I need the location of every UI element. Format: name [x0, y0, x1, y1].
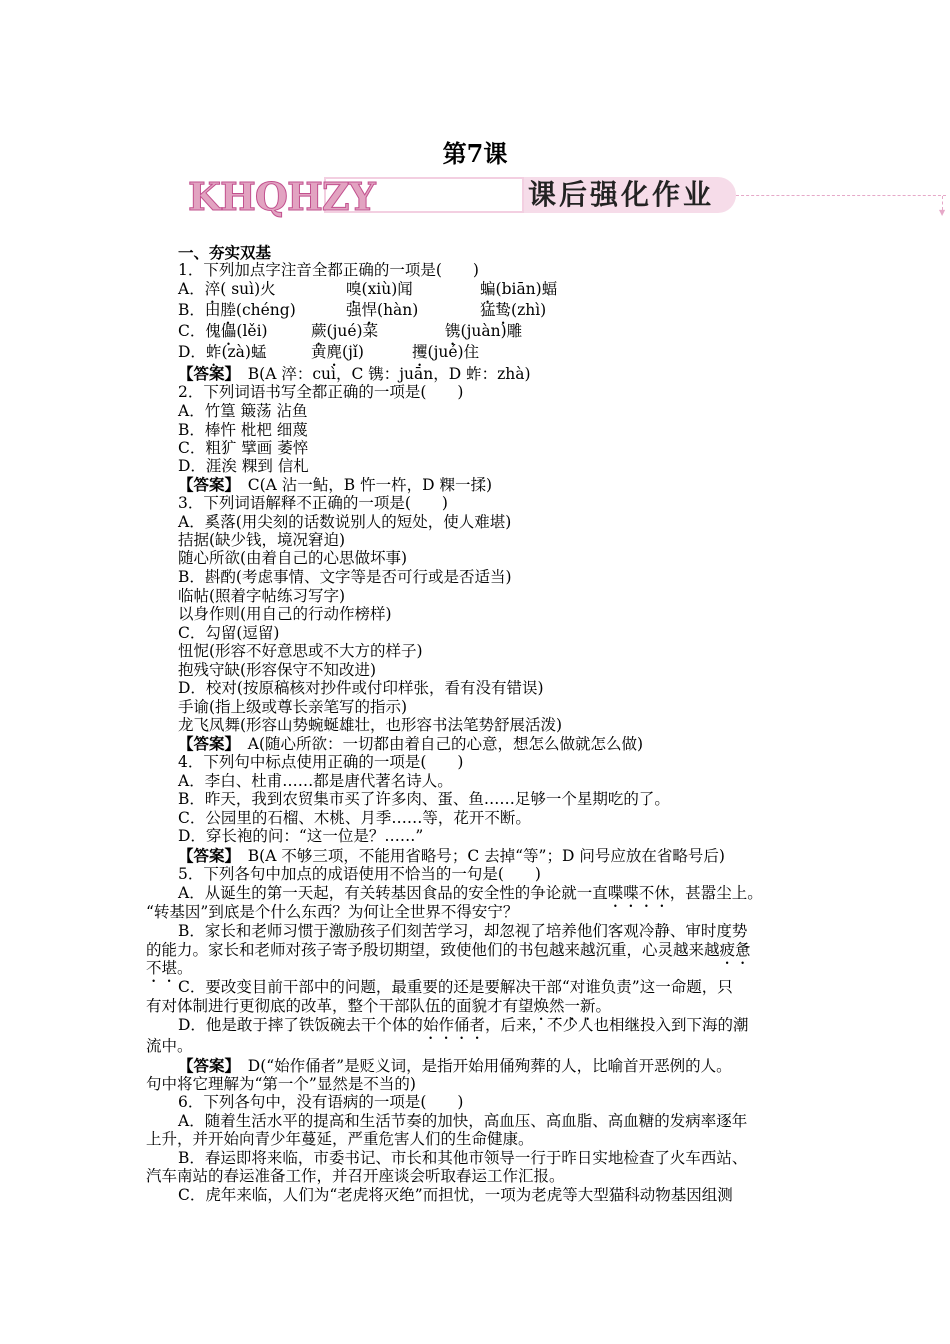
text-line: [146, 1130, 534, 1149]
text-line: [146, 903, 518, 922]
text-segment: 有对体制进行更彻底的改革，整个干部队伍的面貌才有望: [146, 997, 534, 1015]
text-segment: D．: [178, 343, 206, 361]
answer-label: 【答案】: [178, 1056, 233, 1075]
text-segment: C(A 沾一鲇，B 忤一杵，D 粿一揉): [232, 476, 493, 494]
text-segment: A．: [178, 280, 205, 298]
text-line: [178, 698, 407, 717]
text-segment: D．穿长袍的问：“这一位是？……”: [178, 827, 424, 845]
text-line: [178, 624, 279, 643]
dotted-text: 麂: [326, 343, 343, 361]
text-segment: 汽车南站的春运准备工作，并召开座谈会听取春运工作汇报。: [146, 1167, 565, 1185]
text-line: [178, 568, 512, 587]
text-line: [178, 549, 407, 568]
text-line: [178, 753, 463, 772]
text-segment: 拮据(缺少钱，境况窘迫): [178, 531, 346, 549]
answer-label: 【答案】: [178, 846, 233, 865]
text-segment: A．李白、杜甫……都是唐代著名诗人。: [178, 772, 453, 790]
text-segment: C．粗犷 擘画 萎悴: [178, 439, 309, 457]
text-line: [178, 261, 479, 280]
text-segment: (jué)住: [427, 343, 480, 361]
text-segment: 5．下列各句中加点的成语使用不恰当的一句是( ): [178, 865, 541, 883]
text-segment: 流中。: [146, 1037, 193, 1055]
text-segment: 以身作则(用自己的行动作榜样): [178, 605, 392, 623]
text-segment: ，后来，不少人也相继投入到下海的潮: [484, 1016, 749, 1034]
text-line: [178, 865, 541, 884]
text-segment: (hàn): [377, 301, 419, 319]
text-segment: 1．下列加点字注音全都正确的一项是( ): [178, 261, 479, 279]
dotted-text: 焕然一新: [533, 997, 596, 1015]
dotted-text: 淬: [204, 280, 221, 298]
text-line: [178, 846, 725, 866]
text-line: [178, 421, 308, 440]
dotted-text: 鸷: [495, 301, 512, 319]
text-line: [178, 402, 308, 421]
dotted-text: 悍: [361, 301, 378, 319]
text-segment: 的能力。家长和老师对孩子寄予殷切期望，致使他们的书包越来越沉重，心灵越来越: [146, 941, 720, 959]
text-line: [178, 922, 747, 941]
lesson-title: 第7课: [442, 139, 508, 168]
banner-logo-text: KHQHZY: [188, 174, 375, 219]
text-segment: 忸怩(形容不好意思或不大方的样子): [178, 642, 423, 660]
dotted-text: 儡: [220, 322, 237, 340]
text-line: [178, 772, 453, 791]
text-line: [178, 1016, 748, 1043]
text-line: [178, 243, 271, 262]
text-segment: A．从诞生的第一天起，有关转基因食品的安全性的争论就一直: [178, 884, 608, 902]
down-arrow-icon: ▼: [939, 208, 946, 217]
answer-label: 【答案】: [178, 475, 233, 494]
text-line: [178, 494, 448, 513]
text-segment: 上升，并开始向青少年蔓延，严重危害人们的生命健康。: [146, 1130, 534, 1148]
text-segment: A．奚落(用尖刻的话数说别人的短处，使人难堪): [178, 513, 512, 531]
text-segment: (lěi): [236, 322, 268, 340]
text-segment: C．傀: [178, 322, 221, 340]
text-line: [178, 679, 544, 698]
text-line: [178, 364, 531, 384]
text-segment: B．田: [178, 301, 221, 319]
text-segment: 。: [595, 997, 612, 1015]
text-segment: 2．下列词语书写全都正确的一项是( ): [178, 383, 464, 401]
text-segment: D(“始作俑者”是贬义词，是指开始用俑殉葬的人，比喻首开恶例的人。: [232, 1057, 732, 1075]
dotted-text: 始作俑者: [422, 1016, 485, 1034]
text-segment: “转基因”到底是个什么东西？为何让全世界不得安宁？: [146, 903, 519, 921]
text-segment: B．春运即将来临，市委书记、市长和其他市领导一行于昨日实地检查了火车西站、: [178, 1149, 748, 1167]
text-line: [178, 642, 423, 661]
text-segment: B(A 淬：cuì，C 镌：juān，D 蚱：zhà): [232, 365, 531, 383]
answer-label: 【答案】: [178, 364, 233, 383]
text-segment: 手谕(指上级或尊长亲笔写的指示): [178, 698, 408, 716]
text-segment: B(A 不够三项，不能用省略号；C 去掉“等”；D 问号应放在省略号后): [232, 847, 725, 865]
text-segment: 句中将它理解为“第一个”显然是不当的): [146, 1075, 416, 1093]
text-segment: (jué)菜: [326, 322, 379, 340]
text-segment: A(随心所欲：一切都由着自己的心意，想怎么做就怎么做): [232, 735, 644, 753]
text-segment: C．要改变目前干部中的问题，最重要的还是要解决干部“对谁负责”这一命题，只: [178, 978, 733, 996]
text-line: [178, 827, 423, 846]
homework-banner: [188, 174, 946, 220]
dotted-text: 攫: [412, 343, 428, 361]
text-segment: 4．下列句中标点使用正确的一项是( ): [178, 753, 464, 771]
dotted-text: 疲惫: [719, 941, 751, 959]
text-line: [178, 716, 562, 735]
dotted-text: 蝙: [480, 280, 496, 298]
text-segment: D．校对(按原稿核对抄件或付印样张，看有没有错误): [178, 679, 544, 697]
answer-label: 【答案】: [178, 734, 233, 753]
text-line: [178, 809, 531, 828]
dotted-text: 喋喋不休: [607, 884, 670, 902]
text-line: [178, 383, 463, 402]
text-line: [178, 457, 309, 476]
text-segment: 龙飞凤舞(形容山势蜿蜒雄壮，也形容书法笔势舒展活泼): [178, 716, 563, 734]
text-line: [146, 1167, 565, 1186]
banner-dashed-line: [736, 195, 946, 196]
text-line: [178, 1112, 747, 1131]
text-line: [178, 439, 308, 458]
text-line: [178, 1093, 463, 1112]
text-segment: 黄: [311, 343, 327, 361]
text-segment: 猛: [480, 301, 496, 319]
text-segment: (chéng): [235, 301, 296, 319]
text-line: [178, 978, 733, 997]
text-segment: 强: [346, 301, 362, 319]
text-segment: C．公园里的石榴、木桃、月季……等，花开不断。: [178, 809, 531, 827]
text-segment: B．棒忤 枇杷 细蔑: [178, 421, 308, 439]
text-segment: (zhì): [511, 301, 547, 319]
text-segment: D．他是敢于摔了铁饭碗去干个体的: [178, 1016, 423, 1034]
text-segment: C．虎年来临，人们为“老虎将灭绝”而担忧，一项为老虎等大型猫科动物基因组测: [178, 1186, 733, 1204]
text-line: [178, 587, 345, 606]
text-line: [178, 1056, 732, 1076]
text-segment: (juàn)雕: [460, 322, 523, 340]
dotted-text: 镌: [445, 322, 461, 340]
text-line: [178, 513, 511, 532]
text-line: [178, 531, 345, 550]
text-segment: ( suì)火: [220, 280, 276, 298]
text-line: [178, 1186, 733, 1205]
dotted-text: 塍: [220, 301, 236, 319]
dotted-text: 蚱: [205, 343, 222, 361]
text-segment: ，甚嚣尘上。: [669, 884, 763, 902]
text-segment: 。: [177, 959, 193, 977]
text-segment: 6．下列各句中，没有语病的一项是( ): [178, 1093, 464, 1111]
dotted-text: 蕨: [311, 322, 327, 340]
text-line: [178, 1149, 747, 1168]
text-segment: 随心所欲(由着自己的心思做坏事): [178, 549, 408, 567]
text-segment: C．勾留(逗留): [178, 624, 280, 642]
text-segment: 抱残守缺(形容保守不知改进): [178, 661, 377, 679]
text-line: [146, 1037, 193, 1056]
text-segment: B．昨天，我到农贸集市买了许多肉、蛋、鱼……足够一个星期吃的了。: [178, 790, 670, 808]
text-segment: (jǐ): [342, 343, 364, 361]
text-segment: D．涯涘 粿到 信札: [178, 457, 309, 475]
text-segment: B．家长和老师习惯于激励孩子们刻苦学习，却忽视了培养他们客观冷静、审时度势: [178, 922, 748, 940]
text-segment: (zà)蜢: [221, 343, 267, 361]
dotted-text: 不堪: [146, 959, 178, 977]
text-line: [146, 941, 751, 968]
text-line: [178, 661, 376, 680]
text-segment: 3．下列词语解释不正确的一项是( ): [178, 494, 448, 512]
text-segment: A．竹篁 簸荡 沾鱼: [178, 402, 308, 420]
dotted-text: 嗅: [346, 280, 362, 298]
text-segment: 临帖(照着字帖练习写字): [178, 587, 346, 605]
text-segment: A．随着生活水平的提高和生活节奏的加快，高血压、高血脂、高血糖的发病率逐年: [178, 1112, 748, 1130]
text-line: [178, 734, 643, 754]
text-segment: B．斟酌(考虑事情、文字等是否可行或是否适当): [178, 568, 512, 586]
banner-title: 课后强化作业: [528, 178, 715, 211]
text-segment: 一、夯实双基: [178, 243, 272, 262]
text-line: [178, 475, 492, 495]
text-segment: (biān)蝠: [495, 280, 558, 298]
text-segment: (xiù)闻: [361, 280, 413, 298]
text-line: [178, 605, 392, 624]
text-line: [178, 790, 670, 809]
text-line: [146, 1075, 416, 1094]
